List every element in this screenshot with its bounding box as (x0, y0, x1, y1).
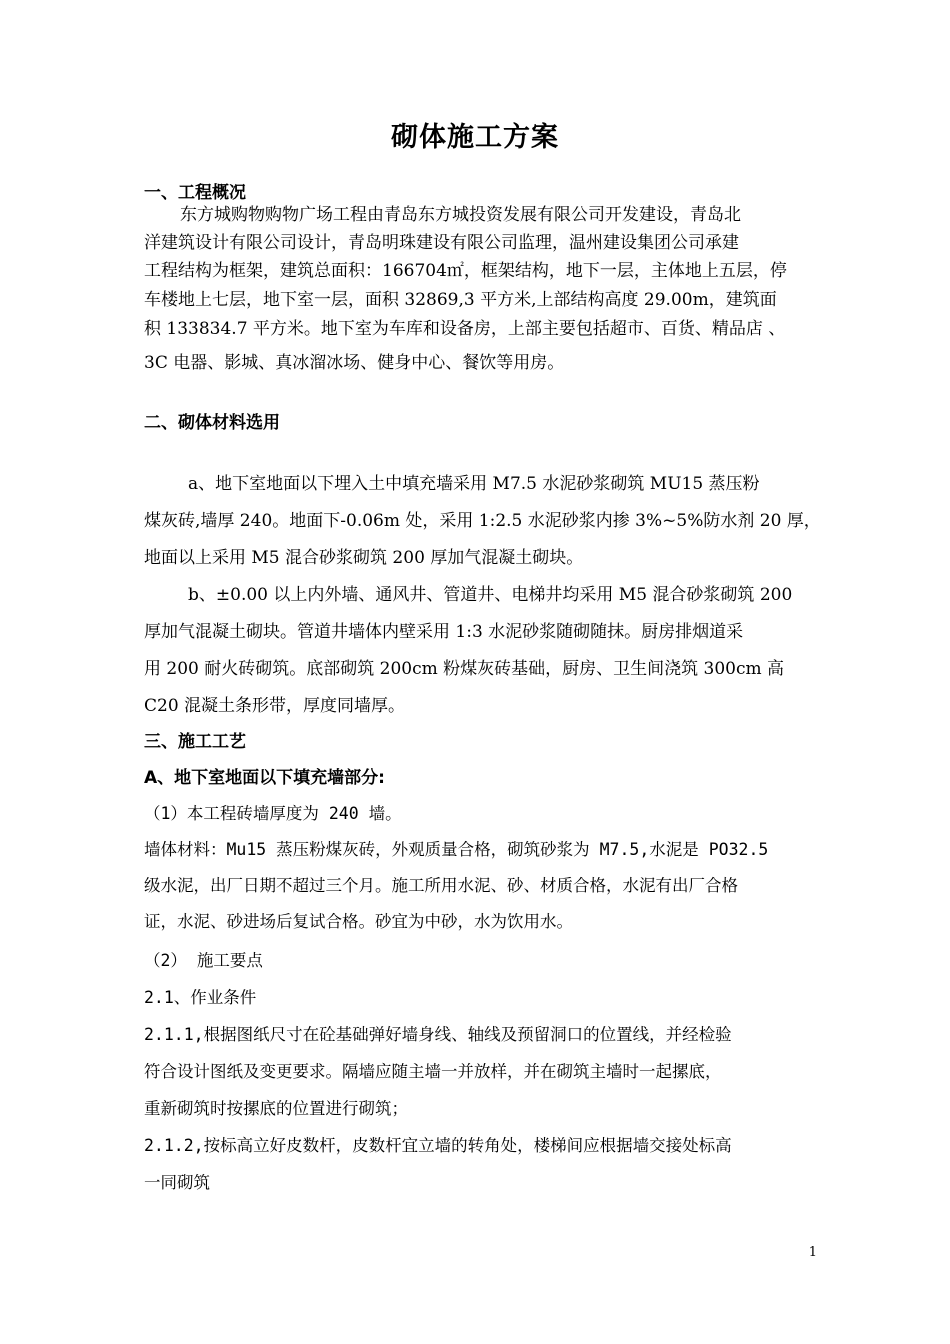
list-item: （2） 施工要点 (144, 951, 263, 970)
paragraph-line: 车楼地上七层，地下室一层，面积 32869,3 平方米,上部结构高度 29.00m，建筑面 (144, 290, 777, 310)
paragraph-line: 级水泥，出厂日期不超过三个月。施工所用水泥、砂、材质合格，水泥有出厂合格 (144, 876, 738, 895)
page-number: 1 (808, 1245, 817, 1260)
paragraph-line: 2.1.1,根据图纸尺寸在砼基础弹好墙身线、轴线及预留洞口的位置线，并经检验 (144, 1025, 732, 1044)
paragraph-line: a、地下室地面以下埋入土中填充墙采用 M7.5 水泥砂浆砌筑 MU15 蒸压粉 (188, 474, 760, 494)
paragraph-line: 地面以上采用 M5 混合砂浆砌筑 200 厚加气混凝土砌块。 (144, 548, 584, 568)
paragraph-line: 煤灰砖,墙厚 240。地面下-0.06m 处，采用 1:2.5 水泥砂浆内掺 3%~5%防水剂 20 厚， (144, 511, 821, 531)
paragraph-line: 工程结构为框架，建筑总面积：166704㎡，框架结构，地下一层，主体地上五层，停 (144, 261, 787, 281)
paragraph-line: 一同砌筑 (144, 1173, 210, 1192)
paragraph-line: C20 混凝土条形带，厚度同墙厚。 (144, 696, 406, 716)
paragraph-line: 符合设计图纸及变更要求。隔墙应随主墙一并放样，并在砌筑主墙时一起摞底， (144, 1062, 722, 1081)
subsection-heading-basement: A、地下室地面以下填充墙部分: (144, 768, 385, 788)
paragraph-line: 证，水泥、砂进场后复试合格。砂宜为中砂，水为饮用水。 (144, 912, 573, 931)
paragraph-line: b、±0.00 以上内外墙、通风井、管道井、电梯井均采用 M5 混合砂浆砌筑 200 (188, 585, 793, 605)
paragraph-line: 厚加气混凝土砌块。管道井墙体内壁采用 1:3 水泥砂浆随砌随抹。厨房排烟道采 (144, 622, 744, 642)
paragraph-line: 重新砌筑时按摞底的位置进行砌筑； (144, 1099, 408, 1118)
paragraph-line: 墙体材料：Mu15 蒸压粉煤灰砖，外观质量合格，砌筑砂浆为 M7.5,水泥是 PO32.5 (144, 840, 769, 859)
list-item: （1）本工程砖墙厚度为 240 墙。 (144, 804, 402, 823)
section-heading-materials: 二、砌体材料选用 (144, 413, 280, 433)
paragraph-line: 积 133834.7 平方米。地下室为车库和设备房，上部主要包括超市、百货、精品店 、 (144, 319, 786, 339)
section-heading-overview: 一、工程概况 (144, 183, 246, 203)
subsection-label: 2.1、作业条件 (144, 988, 257, 1007)
paragraph-line: 2.1.2,按标高立好皮数杆，皮数杆宜立墙的转角处，楼梯间应根据墙交接处标高 (144, 1136, 732, 1155)
paragraph-line: 3C 电器、影城、真冰溜冰场、健身中心、餐饮等用房。 (144, 353, 565, 373)
section-heading-process: 三、施工工艺 (144, 732, 246, 752)
paragraph-line: 用 200 耐火砖砌筑。底部砌筑 200cm 粉煤灰砖基础，厨房、卫生间浇筑 300cm 高 (144, 659, 785, 679)
page-title: 砌体施工方案 (391, 122, 559, 153)
paragraph-line: 东方城购物购物广场工程由青岛东方城投资发展有限公司开发建设，青岛北 (180, 205, 741, 225)
paragraph-line: 洋建筑设计有限公司设计，青岛明珠建设有限公司监理，温州建设集团公司承建 (144, 233, 739, 253)
